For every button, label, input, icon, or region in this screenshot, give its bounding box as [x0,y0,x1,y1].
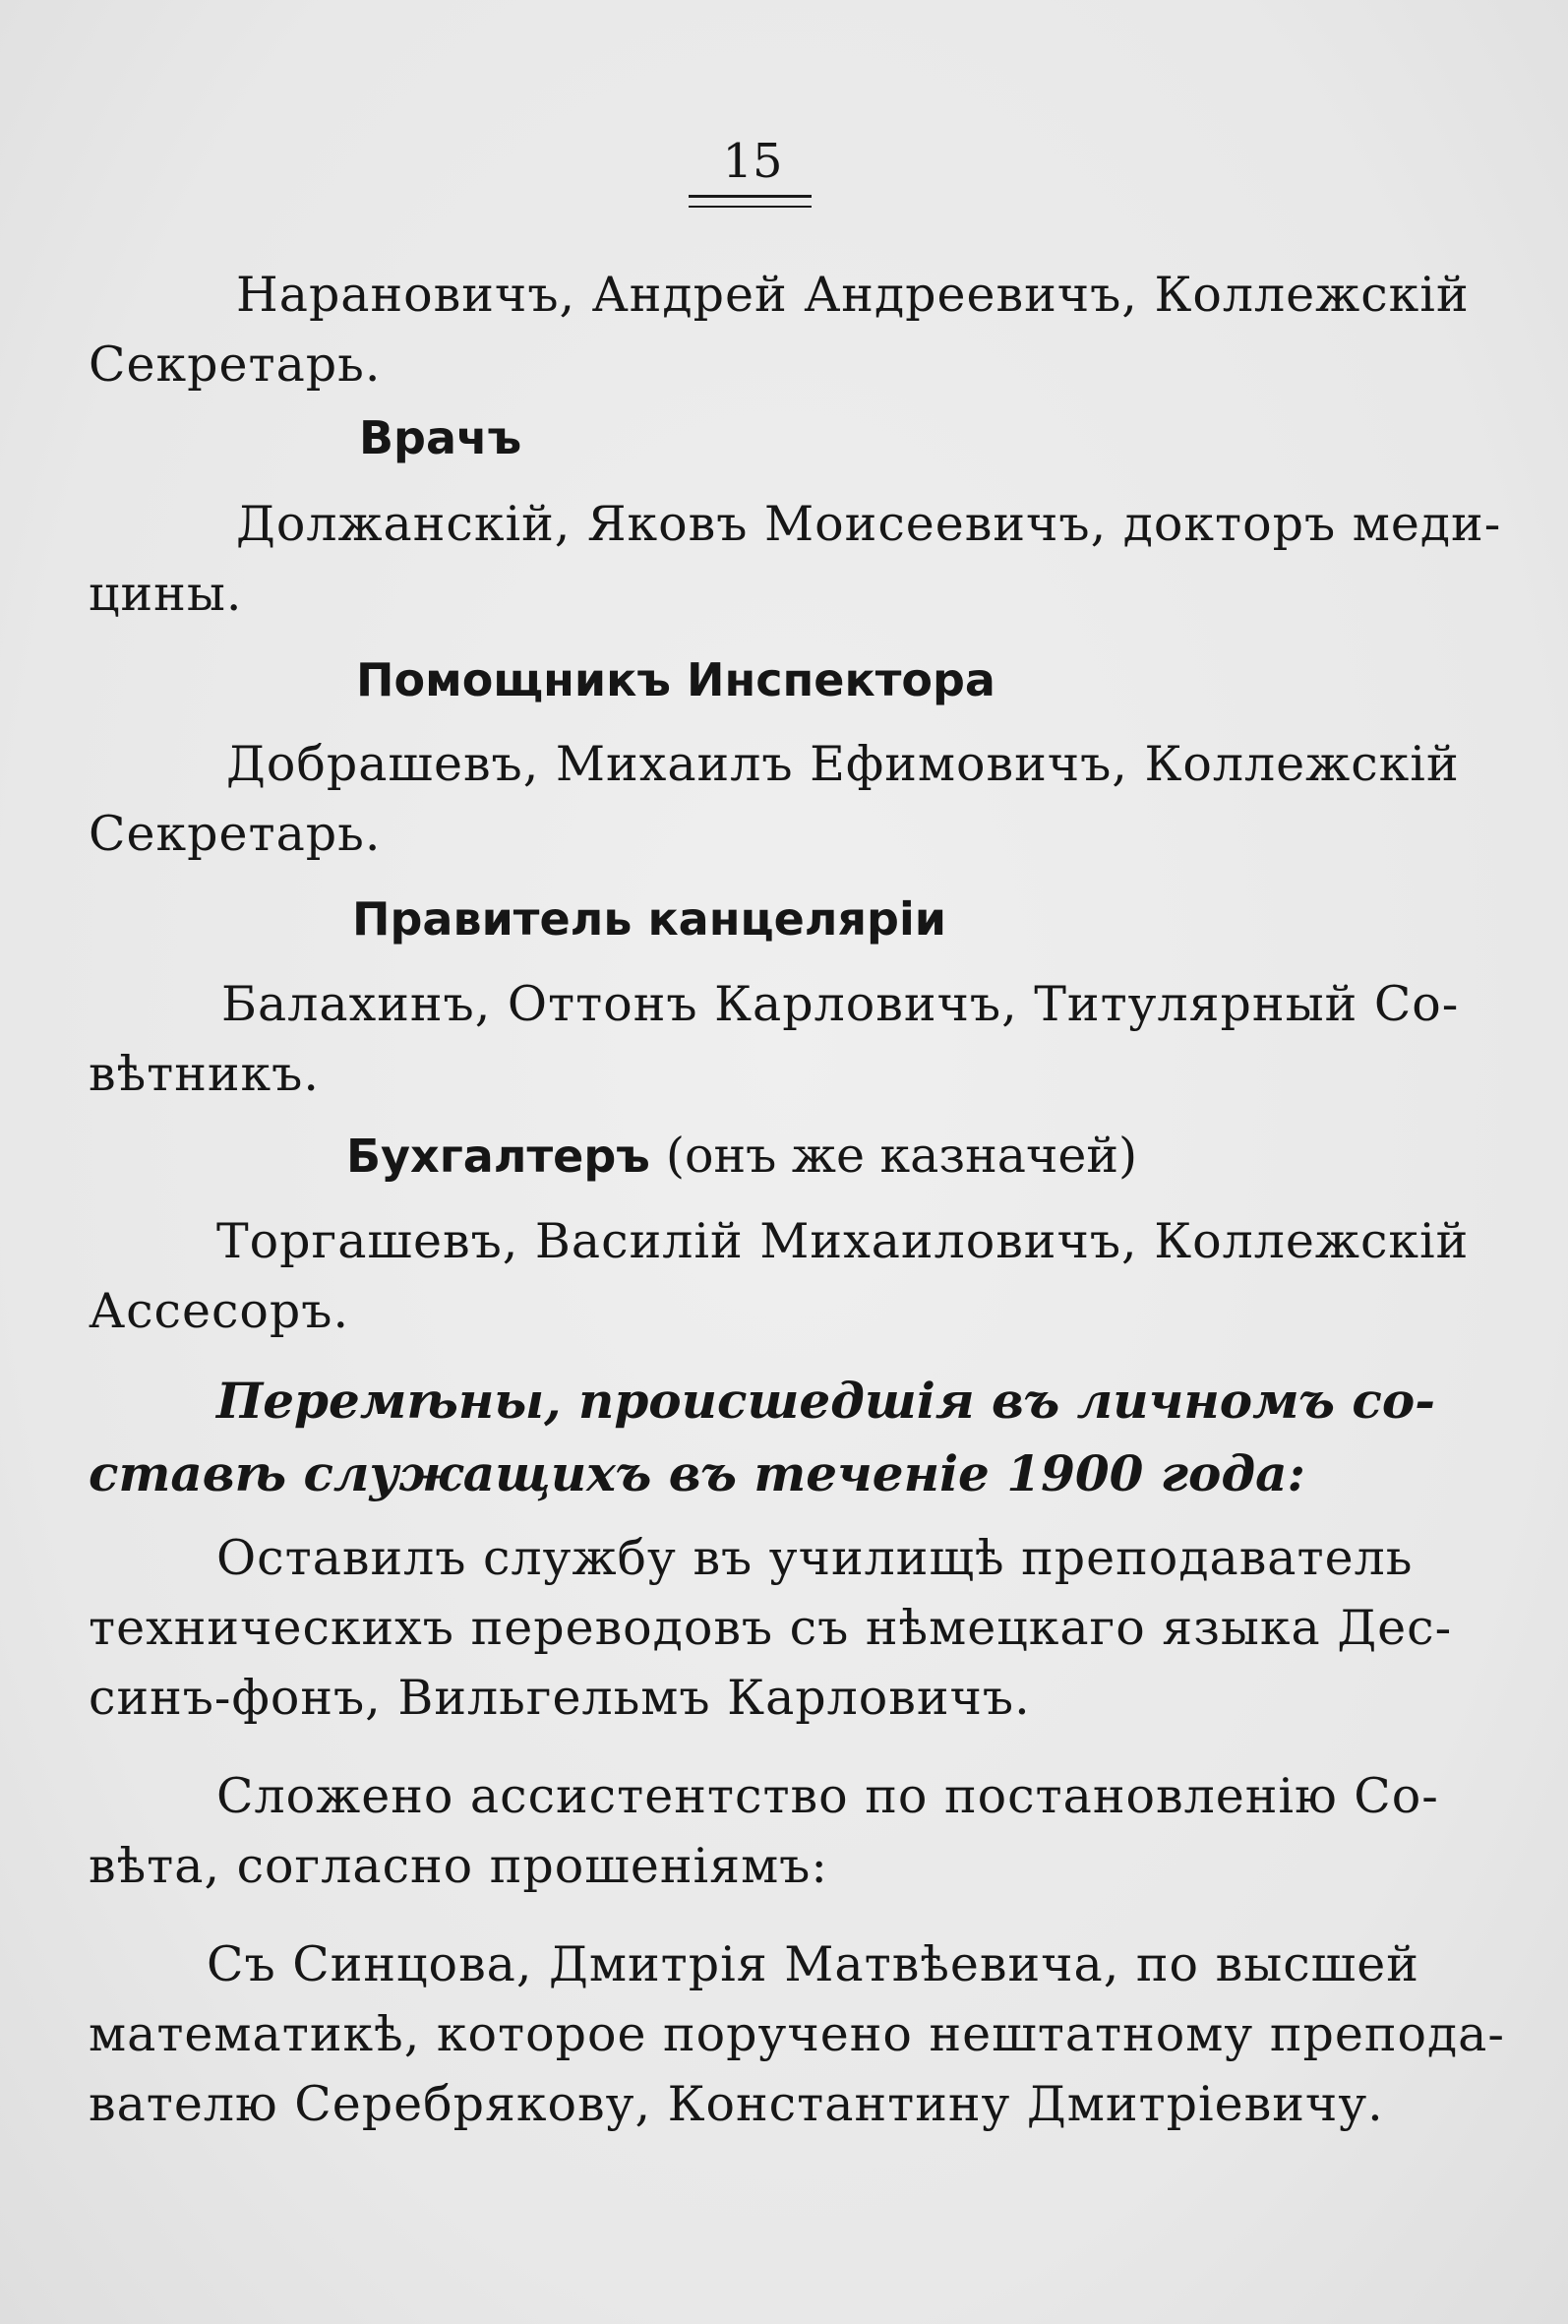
heading-aside: (онъ же казначей) [665,1128,1138,1184]
text-line: Добрашевъ, Михаилъ Ефимовичъ, Коллежскій [226,736,1460,792]
staff-entry-naranovich [89,260,1470,399]
text-line: синъ-фонъ, Вильгельмъ Карловичъ. [89,1670,1031,1726]
text-line: цины. [89,566,243,622]
text-line: вѣта, согласно прошеніямъ: [89,1838,828,1894]
text-line: Секретарь. [89,806,382,862]
paragraph-resignation [89,1523,1453,1733]
text-line: Нарановичъ, Андрей Андреевичъ, Коллежскій [236,267,1470,323]
page-number-rule [689,195,812,208]
text-line: Ассесоръ. [89,1283,350,1339]
page-number: 15 [722,134,783,189]
text-line: ставѣ служащихъ въ теченіе 1900 года: [89,1444,1305,1502]
text-line: вѣтникъ. [89,1046,320,1102]
staff-entry-balakhin [89,969,1460,1109]
section-heading-doctor: Врачъ [359,411,522,464]
section-heading-office-manager: Правитель канцеляріи [352,892,946,946]
text-line: Оставилъ службу въ училищѣ преподаватель [216,1530,1414,1586]
text-line: вателю Серебрякову, Константину Дмитріевичу. [89,2076,1384,2132]
staff-entry-dobrashev [89,729,1460,869]
text-line: Секретарь. [89,336,382,393]
paragraph-sintsov [89,1929,1505,2139]
text-line: Торгашевъ, Василій Михаиловичъ, Коллежскій [216,1213,1470,1269]
text-line: математикѣ, которое поручено нештатному препода- [89,2006,1505,2062]
text-line: Должанскій, Яковъ Моисеевичъ, докторъ меди- [236,496,1502,552]
text-line: Съ Синцова, Дмитрія Матвѣевича, по высшей [207,1936,1419,1992]
section-heading-accountant [346,1127,1137,1186]
staff-entry-torgashev [89,1206,1470,1346]
heading-title: Бухгалтеръ [346,1130,650,1183]
paragraph-assistantship [89,1761,1439,1901]
section-heading-assistant-inspector: Помощникъ Инспектора [356,653,995,706]
text-line: Балахинъ, Оттонъ Карловичъ, Титулярный Со- [221,976,1460,1032]
text-line: техническихъ переводовъ съ нѣмецкаго языка Дес- [89,1600,1453,1656]
text-line: Сложено ассистентство по постановленію Со- [216,1768,1439,1824]
changes-heading [89,1365,1435,1510]
staff-entry-dolzhansky [89,489,1502,629]
text-line: Перемѣны, происшедшія въ личномъ со- [216,1372,1435,1430]
